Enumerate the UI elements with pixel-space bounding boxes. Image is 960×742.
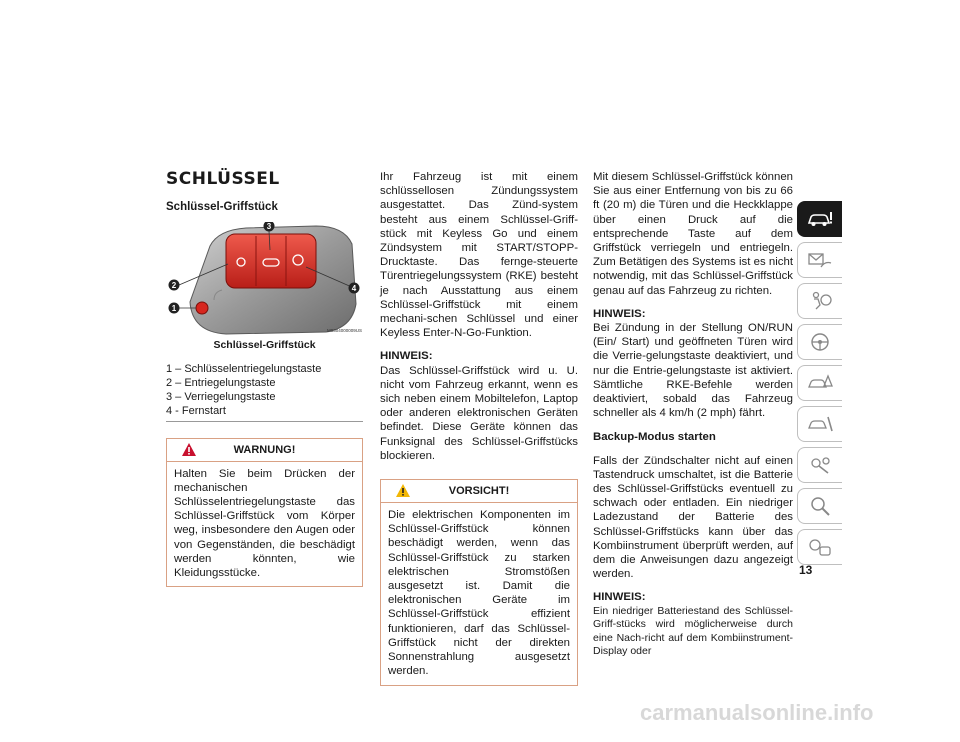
figure-caption: Schlüssel-Griffstück <box>213 339 316 352</box>
column-1 <box>166 170 363 587</box>
note-text: Bei Zündung in der Stellung ON/RUN (Ein/ Start) und geöffneten Türen wird die Verrie-gelungstaste deaktiviert, und nur die Entrie-gelungstaste ist aktiviert. Sämtliche RKE-Befehle werden deaktiviert, sobald das Fahrzeug schneller als 4 km/h (2 mph) fährt. <box>593 322 793 420</box>
tab-dashboard[interactable] <box>797 242 842 278</box>
note-label: HINWEIS: <box>593 591 646 604</box>
caution-icon <box>395 483 411 498</box>
tab-driving[interactable] <box>797 324 842 360</box>
callout-4: 4 <box>351 284 357 294</box>
paragraph: Falls der Zündschalter nicht auf einen Tastendruck umschaltet, ist die Batterie des Schlüssel-Griffstücks eventuell zu schwach oder entladen. Ein niedriger Ladezustand der Batterie des Schlüssel-Griffstücks kann über das Kombiinstrument überprüft werden, auf dem die Anweisungen dazu angezeigt werden. <box>593 454 793 581</box>
legend-item: 2 – Entriegelungstaste <box>166 376 276 389</box>
tab-car-info[interactable] <box>797 201 842 237</box>
magnifier-icon <box>806 495 834 517</box>
warning-title: WARNUNG! <box>233 443 296 456</box>
note-text: Ein niedriger Batteriestand des Schlüssel-Griff-stücks wird möglicherweise durch eine Nach-richt auf dem Kombiinstrument-Display oder <box>593 604 793 657</box>
wrench-gear-icon <box>806 454 834 476</box>
legend-item: 3 – Verriegelungstaste <box>166 390 276 403</box>
note-text: Das Schlüssel-Griffstück wird u. U. nicht vom Fahrzeug erkannt, wenn es sich neben einem Mobiltelefon, Laptop oder anderen elektronischen Geräten befindet. Diese Geräte können das Funksignal des Schlüssel-Griffstücks blockieren. <box>380 364 578 462</box>
warning-box <box>166 438 363 588</box>
figure-code: M0304000009US <box>326 328 362 334</box>
tab-service[interactable] <box>797 406 842 442</box>
steering-wheel-icon <box>806 331 834 353</box>
column-3 <box>593 170 793 658</box>
crash-icon <box>806 372 834 394</box>
chapter-tabs <box>797 201 842 570</box>
note-label: HINWEIS: <box>380 350 433 363</box>
key-fob-illustration <box>166 222 363 336</box>
legend-item: 4 - Fernstart <box>166 404 226 417</box>
caution-title: VORSICHT! <box>448 485 510 498</box>
language-icon <box>806 536 834 558</box>
warning-text: Halten Sie beim Drücken der mechanischen Schlüsselentriegelungstaste das Schlüssel-Griffstück vom Körper weg, insbesondere den Augen oder von Gegenständen, die beschädigt werden könnten, wie Kleidungsstücke. <box>174 467 355 580</box>
page-title: SCHLÜSSEL <box>166 169 280 189</box>
subheading: Backup-Modus starten <box>593 431 716 444</box>
tab-index[interactable] <box>797 488 842 524</box>
paragraph: Mit diesem Schlüssel-Griffstück können Sie aus einer Entfernung von bis zu 66 ft (20 m) die Türen und die Heckklappe über einen Druck auf die entsprechende Taste auf dem Griffstück verriegeln und entriegeln. Zum Betätigen des Systems ist es nicht notwendig, mit das Schlüssel-Griffstück genau auf das Fahrzeug zu richten. <box>593 171 793 297</box>
mail-dashboard-icon <box>806 249 834 271</box>
warning-icon <box>181 442 197 457</box>
car-service-icon <box>806 413 834 435</box>
tab-safety[interactable] <box>797 283 842 319</box>
figure-legend <box>166 362 363 418</box>
callout-3: 3 <box>266 222 272 232</box>
caution-text: Die elektrischen Komponenten im Schlüssel-Griffstück können beschädigt werden, wenn das Schlüssel-Griffstück zu starken elektrischen Stromstößen ausgesetzt ist. Damit die elektronischen Geräte im Schlüssel-Griffstück effizient funktionieren, darf das Schlüssel-Griffstück nicht der direkten Sonnenstrahlung ausgesetzt werden. <box>388 509 570 678</box>
section-heading: Schlüssel-Griffstück <box>166 201 278 214</box>
airbag-icon <box>806 290 834 312</box>
watermark: carmanualsonline.info <box>640 700 874 725</box>
car-info-icon <box>806 209 834 229</box>
legend-item: 1 – Schlüsselentriegelungstaste <box>166 362 322 375</box>
caution-box <box>380 479 578 685</box>
page-number: 13 <box>799 563 813 577</box>
tab-languages[interactable] <box>797 529 842 565</box>
key-fob-figure <box>166 222 363 336</box>
tab-specs[interactable] <box>797 447 842 483</box>
note-label: HINWEIS: <box>593 307 646 320</box>
callout-2: 2 <box>171 281 177 291</box>
column-2 <box>380 170 578 686</box>
divider <box>166 421 363 422</box>
tab-emergency[interactable] <box>797 365 842 401</box>
intro-paragraph: Ihr Fahrzeug ist mit einem schlüssellosen Zündungssystem ausgestattet. Das Zünd-system besteht aus einem Schlüssel-Griff-stück mit Keyless Go und einem Zündsystem mit START/STOPP-Drucktaste. Das fernge-steuerte Türentriegelungssystem (RKE) besteht je nach Ausstattung aus einem Schlüssel-Griffstück mit einem mechani-schen Schlüssel und einer Keyless Enter-N-Go-Funktion. <box>380 171 578 340</box>
callout-1: 1 <box>171 304 177 314</box>
